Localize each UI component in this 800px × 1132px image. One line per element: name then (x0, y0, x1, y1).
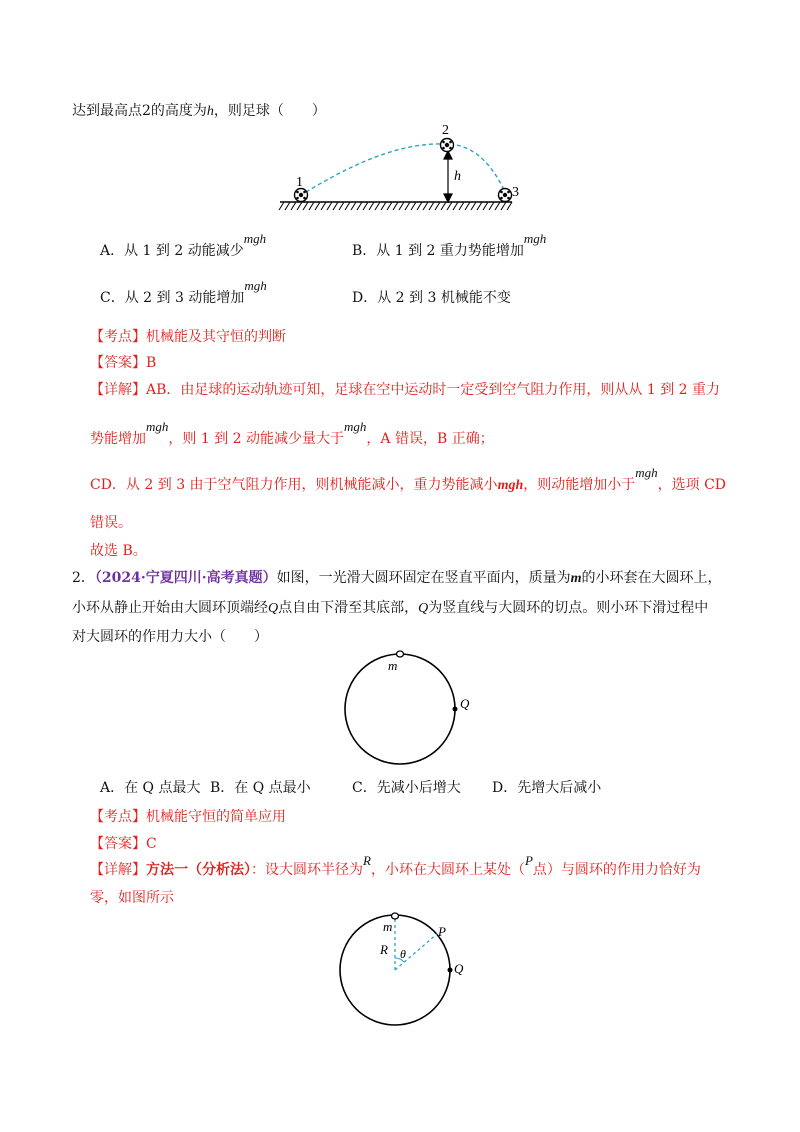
label-1: 1 (296, 175, 303, 190)
label-m: m (388, 658, 398, 673)
label-q-2: Q (454, 961, 464, 976)
q1-option-d: D．从 2 到 3 机械能不变 (352, 290, 511, 306)
q2-source: （2024·宁夏四川·高考真题） (94, 570, 277, 586)
label-q: Q (460, 696, 470, 711)
ball-3 (499, 189, 512, 202)
ground-hatch (279, 202, 512, 210)
q2-option-d: D．先增大后减小 (492, 780, 602, 796)
point-q-2 (448, 968, 453, 973)
big-ring (345, 654, 455, 764)
q2-option-c: C．先减小后增大 (352, 780, 461, 796)
point-q (453, 707, 458, 712)
q2-stem-line-1: 2．（2024·宁夏四川·高考真题）如图，一光滑大圆环固定在竖直平面内，质量为m的小环套在大圆环上， (72, 570, 722, 586)
q1-trajectory-figure (276, 118, 536, 218)
q1-stem-h: h (206, 104, 214, 119)
q2-option-b: B．在 Q 点最小 (210, 780, 311, 796)
q1-explanation-line-1: 【详解】AB．由足球的运动轨迹可知，足球在空中运动时一定受到空气阻力作用，则从从 1 到 2 重力 (90, 382, 721, 398)
small-ring-m (397, 651, 404, 657)
ball-1 (295, 189, 308, 202)
q2-option-a: A．在 Q 点最大 (100, 780, 201, 796)
q1-explanation-line-2: 势能增加mgh，则 1 到 2 动能减少量大于mgh，A 错误，B 正确； (90, 419, 494, 447)
q1-stem (72, 100, 326, 120)
q1-option-b: B．从 1 到 2 重力势能增加mgh (352, 231, 547, 259)
q2-angle-figure (330, 908, 490, 1038)
ball-2 (441, 139, 454, 152)
label-3: 3 (512, 185, 519, 200)
q2-explanation-line-2: 零，如图所示 (90, 890, 174, 906)
arrow-h (444, 151, 452, 202)
label-h: h (454, 169, 461, 184)
q1-answer: 【答案】B (90, 355, 157, 371)
label-m-2: m (383, 919, 393, 934)
q1-option-a: A．从 1 到 2 动能减少mgh (100, 231, 267, 259)
q2-kaodian: 【考点】机械能守恒的简单应用 (90, 809, 286, 825)
q2-ring-figure (330, 648, 490, 778)
trajectory-curve (306, 144, 506, 194)
label-theta: θ (400, 947, 406, 961)
q1-stem-start: 达到最高点2的高度为 (72, 103, 207, 119)
label-p: P (438, 924, 446, 939)
q1-option-c: C．从 2 到 3 动能增加mgh (100, 278, 267, 306)
q1-stem-end: ，则足球（ ） (213, 103, 326, 119)
q2-explanation-line-1: 【详解】方法一（分析法）：设大圆环半径为R，小环在大圆环上某处（P点）与圆环的作用力恰好为 (90, 853, 701, 878)
q2-stem-line-2: 小环从静止开始由大圆环顶端经Q点自由下滑至其底部，Q为竖直线与大圆环的切点。则小环下滑过程中 (72, 600, 709, 616)
q1-explanation-line-3: CD．从 2 到 3 由于空气阻力作用，则机械能减小，重力势能减小mgh，则动能增加小于mgh，选项 CD (90, 465, 727, 493)
q2-answer: 【答案】C (90, 836, 157, 852)
q2-stem-line-3: 对大圆环的作用力大小（ ） (72, 629, 268, 645)
label-r: R (380, 942, 388, 957)
label-2: 2 (442, 123, 449, 138)
q1-kaodian: 【考点】机械能及其守恒的判断 (90, 329, 286, 345)
q1-explanation-line-4: 错误。 (90, 515, 132, 531)
q2-number: 2． (72, 570, 95, 586)
q1-conclusion: 故选 B。 (90, 543, 147, 559)
small-ring-m-2 (392, 913, 399, 919)
